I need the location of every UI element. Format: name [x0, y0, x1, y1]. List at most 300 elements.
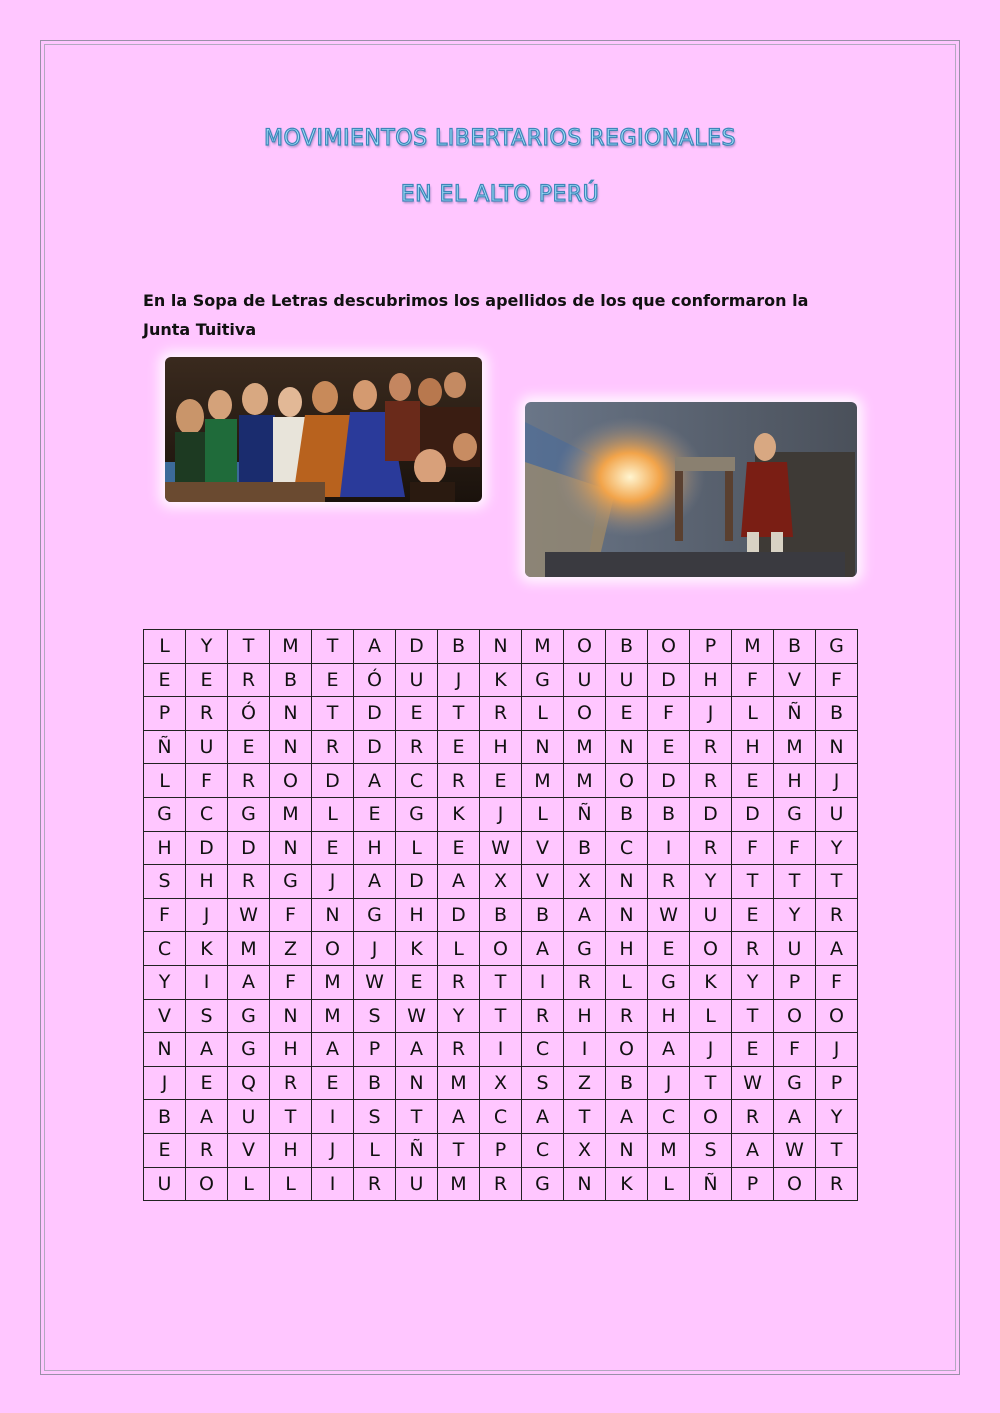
grid-cell[interactable]: T	[564, 1100, 606, 1134]
grid-cell[interactable]: Ñ	[774, 697, 816, 731]
grid-cell[interactable]: T	[312, 697, 354, 731]
grid-cell[interactable]: H	[270, 1033, 312, 1067]
grid-cell[interactable]: Ñ	[564, 797, 606, 831]
grid-cell[interactable]: R	[606, 999, 648, 1033]
grid-cell[interactable]: R	[228, 764, 270, 798]
grid-cell[interactable]: P	[354, 1033, 396, 1067]
grid-cell[interactable]: L	[312, 797, 354, 831]
grid-cell[interactable]: A	[312, 1033, 354, 1067]
grid-cell[interactable]: T	[312, 630, 354, 664]
grid-cell[interactable]: O	[186, 1167, 228, 1201]
grid-cell[interactable]: M	[438, 1167, 480, 1201]
grid-cell[interactable]: N	[270, 730, 312, 764]
grid-cell[interactable]: O	[690, 1100, 732, 1134]
grid-cell[interactable]: K	[438, 797, 480, 831]
grid-cell[interactable]: P	[774, 965, 816, 999]
grid-cell[interactable]: E	[312, 663, 354, 697]
grid-cell[interactable]: F	[144, 898, 186, 932]
grid-cell[interactable]: R	[480, 1167, 522, 1201]
grid-cell[interactable]: C	[396, 764, 438, 798]
grid-cell[interactable]: L	[270, 1167, 312, 1201]
grid-cell[interactable]: V	[774, 663, 816, 697]
grid-cell[interactable]: A	[186, 1100, 228, 1134]
grid-cell[interactable]: C	[522, 1033, 564, 1067]
grid-cell[interactable]: J	[648, 1066, 690, 1100]
grid-cell[interactable]: G	[144, 797, 186, 831]
grid-cell[interactable]: A	[816, 932, 858, 966]
grid-cell[interactable]: E	[480, 764, 522, 798]
grid-cell[interactable]: N	[270, 999, 312, 1033]
grid-cell[interactable]: S	[354, 1100, 396, 1134]
grid-cell[interactable]: Y	[690, 865, 732, 899]
grid-cell[interactable]: R	[690, 730, 732, 764]
grid-cell[interactable]: H	[186, 865, 228, 899]
grid-cell[interactable]: N	[606, 730, 648, 764]
grid-cell[interactable]: S	[354, 999, 396, 1033]
grid-cell[interactable]: K	[396, 932, 438, 966]
grid-cell[interactable]: A	[732, 1133, 774, 1167]
grid-cell[interactable]: H	[270, 1133, 312, 1167]
grid-cell[interactable]: K	[480, 663, 522, 697]
grid-cell[interactable]: A	[354, 865, 396, 899]
grid-row	[144, 932, 858, 966]
grid-cell[interactable]: A	[186, 1033, 228, 1067]
grid-cell[interactable]: E	[144, 663, 186, 697]
grid-cell[interactable]: E	[648, 730, 690, 764]
grid-cell[interactable]: E	[312, 1066, 354, 1100]
grid-cell[interactable]: W	[774, 1133, 816, 1167]
grid-cell[interactable]: G	[774, 797, 816, 831]
grid-cell[interactable]: T	[228, 630, 270, 664]
grid-cell[interactable]: M	[564, 764, 606, 798]
grid-cell[interactable]: Z	[270, 932, 312, 966]
grid-cell[interactable]: M	[564, 730, 606, 764]
grid-cell[interactable]: R	[732, 1100, 774, 1134]
grid-cell[interactable]: R	[228, 663, 270, 697]
grid-cell[interactable]: U	[690, 898, 732, 932]
grid-cell[interactable]: W	[648, 898, 690, 932]
grid-cell[interactable]: R	[690, 831, 732, 865]
grid-cell[interactable]: L	[522, 697, 564, 731]
grid-cell[interactable]: A	[648, 1033, 690, 1067]
grid-cell[interactable]: Y	[816, 1100, 858, 1134]
grid-cell[interactable]: T	[774, 865, 816, 899]
grid-cell[interactable]: Y	[186, 630, 228, 664]
grid-cell[interactable]: U	[816, 797, 858, 831]
grid-cell[interactable]: G	[522, 663, 564, 697]
grid-cell[interactable]: F	[732, 831, 774, 865]
grid-cell[interactable]: E	[438, 730, 480, 764]
grid-cell[interactable]: Y	[144, 965, 186, 999]
grid-cell[interactable]: X	[564, 865, 606, 899]
grid-cell[interactable]: U	[396, 663, 438, 697]
grid-cell[interactable]: B	[564, 831, 606, 865]
grid-cell[interactable]: O	[564, 630, 606, 664]
instruction-line-1: En la Sopa de Letras descubrimos los apellidos de los que conformaron la	[143, 291, 809, 310]
grid-cell[interactable]: U	[144, 1167, 186, 1201]
grid-cell[interactable]: W	[228, 898, 270, 932]
grid-cell[interactable]: O	[774, 999, 816, 1033]
grid-cell[interactable]: D	[312, 764, 354, 798]
grid-cell[interactable]: R	[648, 865, 690, 899]
grid-cell[interactable]: J	[354, 932, 396, 966]
grid-cell[interactable]: M	[522, 630, 564, 664]
grid-cell[interactable]: E	[648, 932, 690, 966]
grid-cell[interactable]: I	[564, 1033, 606, 1067]
grid-cell[interactable]: G	[396, 797, 438, 831]
grid-cell[interactable]: E	[732, 1033, 774, 1067]
grid-cell[interactable]: F	[186, 764, 228, 798]
grid-cell[interactable]: E	[312, 831, 354, 865]
grid-cell[interactable]: R	[354, 1167, 396, 1201]
grid-cell[interactable]: A	[354, 630, 396, 664]
grid-cell[interactable]: G	[774, 1066, 816, 1100]
grid-cell[interactable]: D	[396, 865, 438, 899]
grid-cell[interactable]: C	[480, 1100, 522, 1134]
grid-cell[interactable]: L	[144, 764, 186, 798]
grid-row	[144, 965, 858, 999]
grid-cell[interactable]: C	[186, 797, 228, 831]
grid-row	[144, 1167, 858, 1201]
grid-cell[interactable]: M	[270, 630, 312, 664]
grid-cell[interactable]: G	[270, 865, 312, 899]
grid-cell[interactable]: P	[816, 1066, 858, 1100]
grid-cell[interactable]: A	[606, 1100, 648, 1134]
grid-cell[interactable]: W	[732, 1066, 774, 1100]
seated-man-painting-image	[525, 402, 857, 577]
grid-cell[interactable]: A	[522, 932, 564, 966]
grid-cell[interactable]: O	[648, 630, 690, 664]
grid-cell[interactable]: Y	[732, 965, 774, 999]
grid-cell[interactable]: R	[396, 730, 438, 764]
grid-cell[interactable]: R	[816, 898, 858, 932]
grid-cell[interactable]: I	[312, 1100, 354, 1134]
grid-cell[interactable]: P	[144, 697, 186, 731]
grid-cell[interactable]: R	[438, 965, 480, 999]
grid-cell[interactable]: I	[186, 965, 228, 999]
grid-cell[interactable]: J	[690, 1033, 732, 1067]
grid-cell[interactable]: P	[480, 1133, 522, 1167]
grid-cell[interactable]: R	[816, 1167, 858, 1201]
grid-cell[interactable]: A	[774, 1100, 816, 1134]
grid-cell[interactable]: Ó	[228, 697, 270, 731]
grid-cell[interactable]: Ñ	[690, 1167, 732, 1201]
grid-cell[interactable]: M	[438, 1066, 480, 1100]
grid-cell[interactable]: S	[186, 999, 228, 1033]
grid-cell[interactable]: B	[606, 1066, 648, 1100]
grid-cell[interactable]: H	[396, 898, 438, 932]
grid-cell[interactable]: D	[438, 898, 480, 932]
grid-cell[interactable]: G	[228, 1033, 270, 1067]
grid-cell[interactable]: O	[480, 932, 522, 966]
grid-cell[interactable]: D	[690, 797, 732, 831]
grid-cell[interactable]: L	[690, 999, 732, 1033]
grid-row	[144, 797, 858, 831]
grid-cell[interactable]: N	[606, 865, 648, 899]
grid-cell[interactable]: L	[648, 1167, 690, 1201]
grid-cell[interactable]: O	[270, 764, 312, 798]
grid-cell[interactable]: N	[564, 1167, 606, 1201]
grid-cell[interactable]: D	[396, 630, 438, 664]
grid-cell[interactable]: J	[690, 697, 732, 731]
grid-cell[interactable]: J	[312, 1133, 354, 1167]
grid-cell[interactable]: U	[774, 932, 816, 966]
grid-cell[interactable]: U	[186, 730, 228, 764]
grid-cell[interactable]: D	[648, 663, 690, 697]
grid-cell[interactable]: U	[564, 663, 606, 697]
grid-cell[interactable]: B	[270, 663, 312, 697]
grid-cell[interactable]: M	[732, 630, 774, 664]
grid-cell[interactable]: R	[186, 1133, 228, 1167]
grid-cell[interactable]: U	[396, 1167, 438, 1201]
grid-cell[interactable]: P	[690, 630, 732, 664]
grid-cell[interactable]: J	[438, 663, 480, 697]
grid-cell[interactable]: O	[606, 764, 648, 798]
grid-cell[interactable]: R	[522, 999, 564, 1033]
grid-cell[interactable]: F	[774, 1033, 816, 1067]
grid-cell[interactable]: N	[606, 1133, 648, 1167]
grid-cell[interactable]: G	[354, 898, 396, 932]
grid-cell[interactable]: X	[480, 1066, 522, 1100]
grid-cell[interactable]: G	[228, 797, 270, 831]
grid-cell[interactable]: N	[270, 697, 312, 731]
grid-cell[interactable]: G	[522, 1167, 564, 1201]
grid-cell[interactable]: D	[228, 831, 270, 865]
grid-cell[interactable]: V	[522, 865, 564, 899]
grid-cell[interactable]: E	[732, 898, 774, 932]
grid-cell[interactable]: D	[354, 697, 396, 731]
grid-cell[interactable]: O	[564, 697, 606, 731]
grid-cell[interactable]: C	[144, 932, 186, 966]
grid-cell[interactable]: Y	[774, 898, 816, 932]
grid-cell[interactable]: T	[732, 865, 774, 899]
grid-cell[interactable]: T	[816, 865, 858, 899]
grid-cell[interactable]: T	[396, 1100, 438, 1134]
grid-cell[interactable]: G	[228, 999, 270, 1033]
grid-cell[interactable]: B	[144, 1100, 186, 1134]
grid-cell[interactable]: J	[186, 898, 228, 932]
grid-cell[interactable]: X	[480, 865, 522, 899]
grid-cell[interactable]: M	[228, 932, 270, 966]
word-search-grid	[143, 629, 858, 1201]
grid-cell[interactable]: B	[480, 898, 522, 932]
grid-cell[interactable]: N	[270, 831, 312, 865]
grid-cell[interactable]: H	[732, 730, 774, 764]
grid-cell[interactable]: B	[606, 797, 648, 831]
grid-cell[interactable]: D	[186, 831, 228, 865]
grid-cell[interactable]: E	[396, 697, 438, 731]
grid-cell[interactable]: N	[522, 730, 564, 764]
grid-cell[interactable]: E	[228, 730, 270, 764]
grid-cell[interactable]: L	[228, 1167, 270, 1201]
grid-cell[interactable]: R	[312, 730, 354, 764]
grid-cell[interactable]: O	[690, 932, 732, 966]
grid-cell[interactable]: J	[312, 865, 354, 899]
grid-cell[interactable]: O	[606, 1033, 648, 1067]
grid-cell[interactable]: H	[606, 932, 648, 966]
grid-cell[interactable]: L	[438, 932, 480, 966]
grid-cell[interactable]: C	[606, 831, 648, 865]
grid-cell[interactable]: U	[228, 1100, 270, 1134]
grid-cell[interactable]: N	[144, 1033, 186, 1067]
grid-cell[interactable]: W	[480, 831, 522, 865]
grid-cell[interactable]: S	[144, 865, 186, 899]
grid-cell[interactable]: E	[438, 831, 480, 865]
grid-cell[interactable]: M	[648, 1133, 690, 1167]
grid-cell[interactable]: E	[732, 764, 774, 798]
grid-cell[interactable]: J	[816, 764, 858, 798]
grid-cell[interactable]: V	[522, 831, 564, 865]
grid-cell[interactable]: S	[522, 1066, 564, 1100]
grid-cell[interactable]: L	[732, 697, 774, 731]
grid-cell[interactable]: N	[312, 898, 354, 932]
grid-cell[interactable]: Z	[564, 1066, 606, 1100]
grid-cell[interactable]: E	[354, 797, 396, 831]
grid-cell[interactable]: M	[522, 764, 564, 798]
grid-cell[interactable]: K	[606, 1167, 648, 1201]
grid-cell[interactable]: T	[480, 999, 522, 1033]
grid-cell[interactable]: L	[522, 797, 564, 831]
grid-cell[interactable]: R	[186, 697, 228, 731]
grid-cell[interactable]: L	[396, 831, 438, 865]
grid-cell[interactable]: V	[228, 1133, 270, 1167]
grid-cell[interactable]: H	[690, 663, 732, 697]
grid-row	[144, 865, 858, 899]
grid-cell[interactable]: F	[816, 663, 858, 697]
grid-cell[interactable]: Ó	[354, 663, 396, 697]
grid-cell[interactable]: H	[480, 730, 522, 764]
grid-cell[interactable]: F	[732, 663, 774, 697]
grid-cell[interactable]: F	[816, 965, 858, 999]
grid-cell[interactable]: C	[648, 1100, 690, 1134]
grid-cell[interactable]: I	[648, 831, 690, 865]
grid-cell[interactable]: R	[564, 965, 606, 999]
grid-cell[interactable]: A	[228, 965, 270, 999]
grid-cell[interactable]: P	[732, 1167, 774, 1201]
grid-cell[interactable]: T	[270, 1100, 312, 1134]
grid-cell[interactable]: O	[312, 932, 354, 966]
grid-cell[interactable]: H	[354, 831, 396, 865]
grid-cell[interactable]: T	[732, 999, 774, 1033]
grid-cell[interactable]: A	[354, 764, 396, 798]
grid-cell[interactable]: N	[606, 898, 648, 932]
grid-cell[interactable]: M	[312, 999, 354, 1033]
grid-cell[interactable]: A	[438, 1100, 480, 1134]
grid-cell[interactable]: R	[438, 764, 480, 798]
grid-cell[interactable]: F	[774, 831, 816, 865]
grid-cell[interactable]: O	[774, 1167, 816, 1201]
grid-cell[interactable]: M	[774, 730, 816, 764]
grid-cell[interactable]: E	[396, 965, 438, 999]
grid-cell[interactable]: D	[354, 730, 396, 764]
grid-cell[interactable]: A	[522, 1100, 564, 1134]
grid-cell[interactable]: G	[564, 932, 606, 966]
grid-cell[interactable]: Ñ	[396, 1133, 438, 1167]
grid-cell[interactable]: Ñ	[144, 730, 186, 764]
grid-cell[interactable]: R	[438, 1033, 480, 1067]
grid-row	[144, 1066, 858, 1100]
grid-cell[interactable]: N	[396, 1066, 438, 1100]
grid-cell[interactable]: N	[816, 730, 858, 764]
grid-cell[interactable]: B	[438, 630, 480, 664]
grid-cell[interactable]: V	[144, 999, 186, 1033]
grid-cell[interactable]: A	[438, 865, 480, 899]
grid-cell[interactable]: T	[480, 965, 522, 999]
grid-cell[interactable]: M	[270, 797, 312, 831]
grid-row	[144, 1133, 858, 1167]
grid-cell[interactable]: E	[144, 1133, 186, 1167]
grid-cell[interactable]: I	[312, 1167, 354, 1201]
grid-cell[interactable]: R	[732, 932, 774, 966]
grid-cell[interactable]: K	[690, 965, 732, 999]
grid-cell[interactable]: J	[144, 1066, 186, 1100]
grid-cell[interactable]: C	[522, 1133, 564, 1167]
grid-cell[interactable]: B	[606, 630, 648, 664]
grid-cell[interactable]: I	[522, 965, 564, 999]
grid-cell[interactable]: L	[606, 965, 648, 999]
grid-cell[interactable]: H	[774, 764, 816, 798]
grid-cell[interactable]: A	[396, 1033, 438, 1067]
grid-cell[interactable]: R	[270, 1066, 312, 1100]
grid-cell[interactable]: K	[186, 932, 228, 966]
grid-cell[interactable]: R	[690, 764, 732, 798]
grid-cell[interactable]: H	[564, 999, 606, 1033]
grid-cell[interactable]: R	[480, 697, 522, 731]
grid-cell[interactable]: W	[396, 999, 438, 1033]
grid-cell[interactable]: M	[312, 965, 354, 999]
grid-cell[interactable]: R	[228, 865, 270, 899]
grid-cell[interactable]: G	[816, 630, 858, 664]
grid-cell[interactable]: G	[648, 965, 690, 999]
grid-cell[interactable]: J	[816, 1033, 858, 1067]
grid-cell[interactable]: L	[354, 1133, 396, 1167]
grid-cell[interactable]: N	[480, 630, 522, 664]
grid-cell[interactable]: F	[270, 965, 312, 999]
grid-cell[interactable]: B	[774, 630, 816, 664]
grid-cell[interactable]: H	[144, 831, 186, 865]
grid-row	[144, 630, 858, 664]
grid-cell[interactable]: J	[480, 797, 522, 831]
grid-cell[interactable]: Y	[816, 831, 858, 865]
grid-cell[interactable]: X	[564, 1133, 606, 1167]
grid-cell[interactable]: E	[186, 663, 228, 697]
grid-cell[interactable]: T	[816, 1133, 858, 1167]
grid-cell[interactable]: S	[690, 1133, 732, 1167]
grid-cell[interactable]: T	[438, 697, 480, 731]
grid-cell[interactable]: L	[144, 630, 186, 664]
grid-cell[interactable]: Q	[228, 1066, 270, 1100]
grid-cell[interactable]: T	[438, 1133, 480, 1167]
grid-cell[interactable]: O	[816, 999, 858, 1033]
grid-cell[interactable]: U	[606, 663, 648, 697]
grid-cell[interactable]: B	[816, 697, 858, 731]
grid-cell[interactable]: E	[606, 697, 648, 731]
grid-cell[interactable]: E	[186, 1066, 228, 1100]
grid-cell[interactable]: B	[354, 1066, 396, 1100]
grid-cell[interactable]: T	[690, 1066, 732, 1100]
grid-cell[interactable]: D	[648, 764, 690, 798]
grid-cell[interactable]: W	[354, 965, 396, 999]
grid-cell[interactable]: Y	[438, 999, 480, 1033]
grid-cell[interactable]: B	[522, 898, 564, 932]
grid-cell[interactable]: D	[732, 797, 774, 831]
grid-cell[interactable]: I	[480, 1033, 522, 1067]
grid-cell[interactable]: F	[270, 898, 312, 932]
grid-cell[interactable]: A	[564, 898, 606, 932]
grid-cell[interactable]: B	[648, 797, 690, 831]
grid-cell[interactable]: H	[648, 999, 690, 1033]
grid-cell[interactable]: F	[648, 697, 690, 731]
